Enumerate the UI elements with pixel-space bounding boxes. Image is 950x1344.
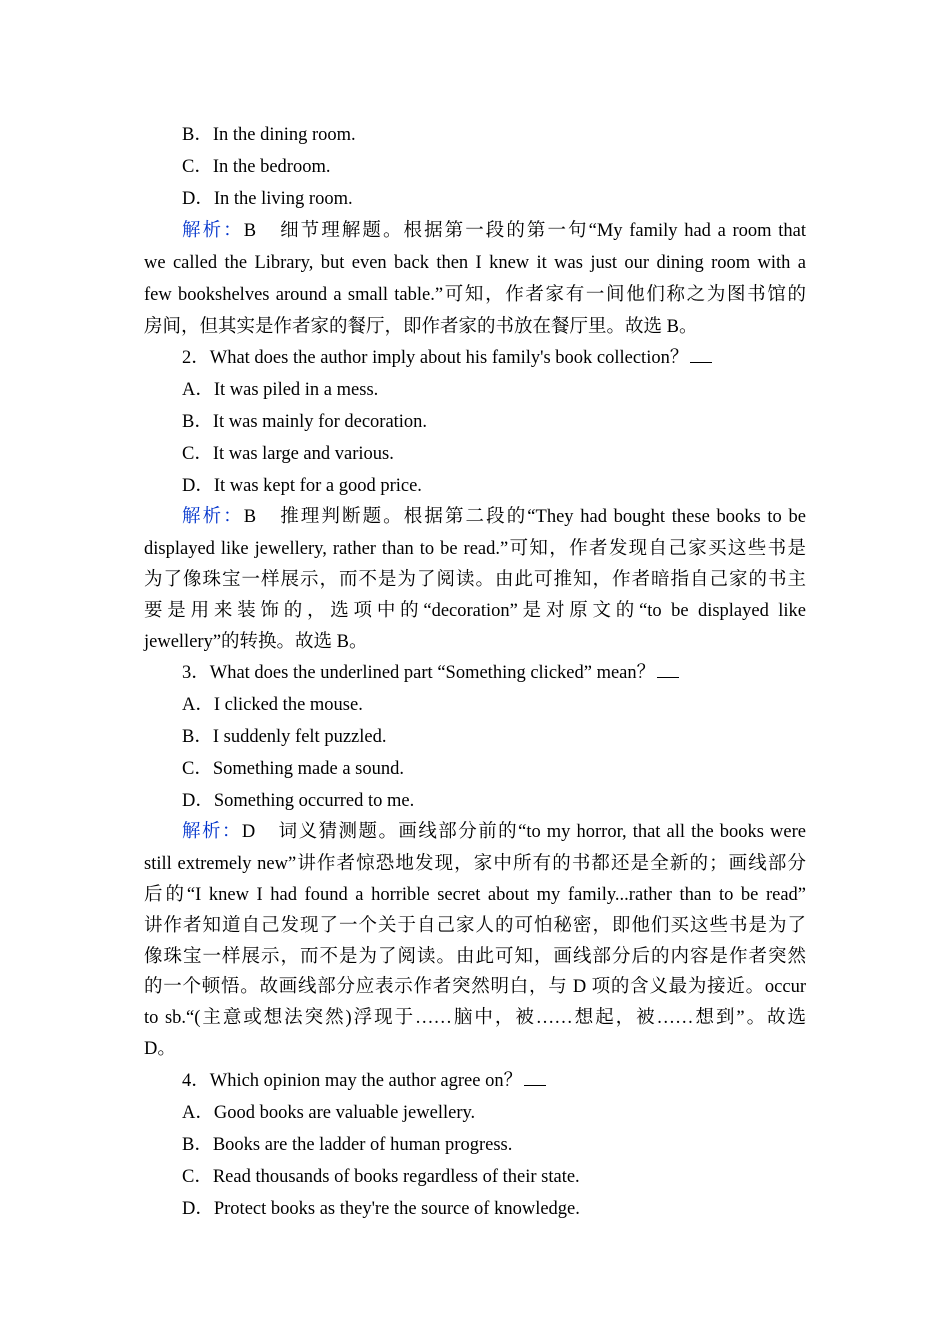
option-d: D．It was kept for a good price. [182, 476, 422, 496]
option-a: A．I clicked the mouse. [182, 695, 363, 715]
option-c: C．In the bedroom. [182, 157, 331, 177]
explanation-line: 为了像珠宝一样展示，而不是为了阅读。由此可推知，作者暗指自己家的书主 [144, 570, 806, 590]
question-4: 4．Which opinion may the author agree on？ [182, 1065, 806, 1097]
option-c: C．It was large and various. [182, 444, 394, 464]
answer-blank [690, 342, 712, 363]
explanation-line: 房间，但其实是作者家的餐厅，即作者家的书放在餐厅里。故选 B。 [144, 317, 698, 337]
explanation-line: 解析：B 推理判断题。根据第二段的“They had bought these books to be [182, 507, 806, 527]
analysis-label: 解析： [182, 507, 244, 527]
explanation-line: still extremely new”讲作者惊恐地发现，家中所有的书都还是全新的；画线部分 [144, 854, 806, 874]
option-d: D．In the living room. [182, 189, 353, 209]
option-a: A．Good books are valuable jewellery. [182, 1103, 476, 1123]
explanation-line: 解析：B 细节理解题。根据第一段的第一句“My family had a room that [182, 221, 806, 241]
explanation-line: 的一个顿悟。故画线部分应表示作者突然明白，与 D 项的含义最为接近。occur [144, 977, 806, 997]
option-b: B．It was mainly for decoration. [182, 412, 428, 432]
explanation-line: 要是用来装饰的，选项中的“decoration”是对原文的“to be displayed like [144, 601, 806, 621]
answer-letter: B [243, 507, 257, 527]
analysis-label: 解析： [182, 221, 244, 241]
option-a: A．It was piled in a mess. [182, 380, 379, 400]
option-d: D．Protect books as they're the source of knowledge. [182, 1199, 580, 1219]
explanation-line: jewellery”的转换。故选 B。 [144, 632, 368, 652]
answer-letter: D [241, 822, 256, 842]
question-2: 2．What does the author imply about his family's book collection？ [182, 342, 806, 374]
answer-blank [524, 1065, 546, 1086]
explanation-line: 像珠宝一样展示，而不是为了阅读。由此可知，画线部分后的内容是作者突然 [144, 947, 806, 967]
option-b: B．I suddenly felt puzzled. [182, 727, 387, 747]
explanation-line: few bookshelves around a small table.”可知，作者家有一间他们称之为图书馆的 [144, 285, 806, 305]
explanation-line: 后的“I knew I had found a horrible secret about my family...rather than to be read” [144, 885, 806, 905]
explanation-line: 讲作者知道自己发现了一个关于自己家人的可怕秘密，即他们买这些书是为了 [144, 916, 806, 936]
option-c: C．Something made a sound. [182, 759, 404, 779]
explanation-line: to sb.“(主意或想法突然)浮现于……脑中，被……想起，被……想到”。故选 [144, 1008, 806, 1028]
option-b: B．Books are the ladder of human progress. [182, 1135, 513, 1155]
explanation-line: displayed like jewellery, rather than to be read.”可知，作者发现自己家买这些书是 [144, 539, 806, 559]
answer-blank [657, 657, 679, 678]
analysis-label: 解析： [182, 822, 242, 842]
option-b: B．In the dining room. [182, 125, 356, 145]
explanation-line: 解析：D 词义猜测题。画线部分前的“to my horror, that all the books were [182, 822, 806, 842]
option-d: D．Something occurred to me. [182, 791, 415, 811]
answer-letter: B [243, 221, 257, 241]
option-c: C．Read thousands of books regardless of their state. [182, 1167, 580, 1187]
explanation-line: D。 [144, 1039, 176, 1059]
explanation-line: we called the Library, but even back then I knew it was just our dining room with a [144, 253, 806, 273]
question-3: 3．What does the underlined part “Something clicked” mean？ [182, 657, 806, 689]
